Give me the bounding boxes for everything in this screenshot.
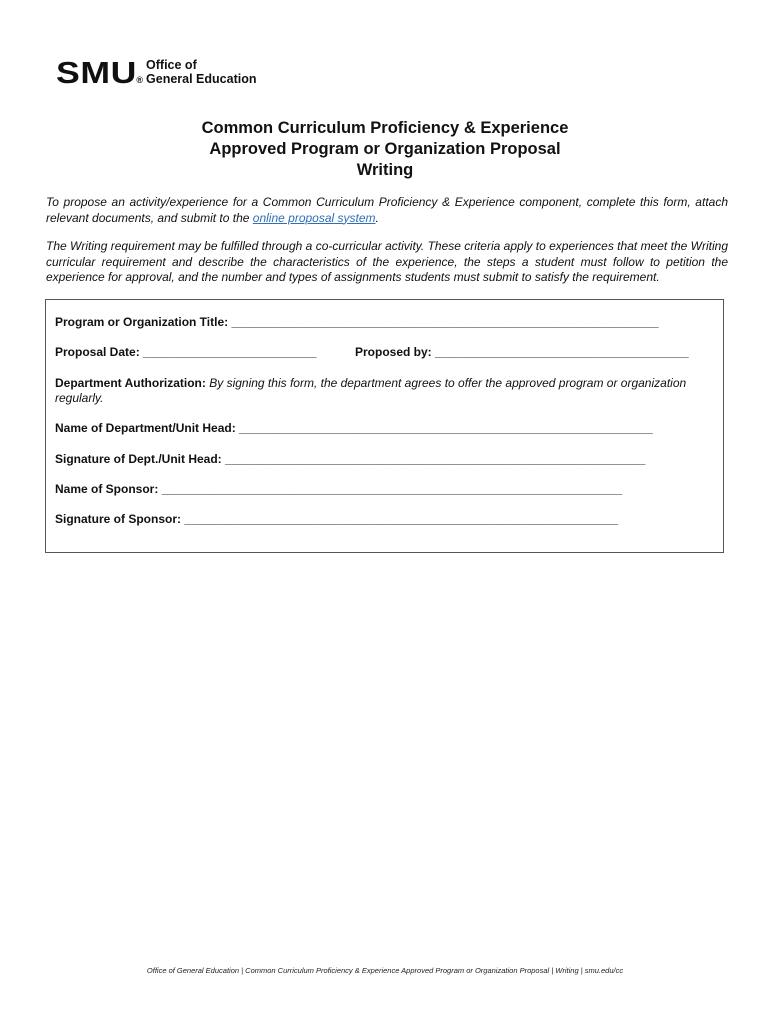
sponsor-signature-line[interactable]: _________________________________________________________________ <box>184 512 619 526</box>
dept-head-name-line[interactable]: ______________________________________________________________ <box>239 421 653 435</box>
dept-head-name-label: Name of Department/Unit Head: <box>55 421 236 435</box>
dept-head-signature-label: Signature of Dept./Unit Head: <box>55 452 222 466</box>
dept-head-signature-field[interactable] <box>55 452 645 467</box>
sponsor-signature-field[interactable] <box>55 512 618 527</box>
proposed-by-field[interactable] <box>355 345 689 360</box>
intro-paragraph-1 <box>46 195 728 226</box>
program-title-line[interactable]: ________________________________________________________________ <box>231 315 659 329</box>
intro-p1-text: To propose an activity/experience for a Common Curriculum Proficiency & Experience component, complete this form, attach relevant documents, and submit to the <box>46 195 728 225</box>
online-proposal-link[interactable]: online proposal system <box>252 210 376 225</box>
program-title-field[interactable] <box>55 315 659 330</box>
proposal-date-line[interactable]: __________________________ <box>143 345 317 359</box>
office-line-2: General Education <box>146 72 257 86</box>
logo-mark: ® <box>136 75 144 85</box>
document-title <box>0 118 770 181</box>
intro-p1-end: . <box>375 210 379 225</box>
sponsor-name-field[interactable] <box>55 482 622 497</box>
dept-auth-label: Department Authorization: <box>55 376 206 390</box>
program-title-label: Program or Organization Title: <box>55 315 229 329</box>
title-line-1: Common Curriculum Proficiency & Experience <box>201 119 569 137</box>
dept-head-name-field[interactable] <box>55 421 653 436</box>
proposed-by-label: Proposed by: <box>355 345 432 359</box>
page-footer: Office of General Education | Common Curriculum Proficiency & Experience Approved Program or Organization Proposal | Writing | smu.edu/cc <box>146 966 624 975</box>
intro-paragraph-2: The Writing requirement may be fulfilled through a co-curricular activity. These criteria apply to experiences that meet the Writing curricular requirement and describe the characteristics of the experience, the steps a student must follow to petition the experience for approval, and the number and types of assignments students must submit to satisfy the requirement. <box>46 239 728 284</box>
office-name <box>146 58 256 86</box>
sponsor-signature-label: Signature of Sponsor: <box>55 512 181 526</box>
proposal-date-label: Proposal Date: <box>55 345 140 359</box>
department-authorization <box>55 376 695 406</box>
logo-text: SMU <box>56 54 137 90</box>
proposed-by-line[interactable]: ______________________________________ <box>435 345 689 359</box>
smu-logo <box>56 56 256 88</box>
title-line-3: Writing <box>356 161 414 179</box>
sponsor-name-line[interactable]: _____________________________________________________________________ <box>161 482 623 496</box>
sponsor-name-label: Name of Sponsor: <box>55 482 159 496</box>
office-line-1: Office of <box>146 58 197 72</box>
title-line-2: Approved Program or Organization Proposal <box>209 140 561 158</box>
proposal-form-box <box>45 299 724 553</box>
dept-auth-text: By signing this form, the department agrees to offer the approved program or organization regularly. <box>55 376 687 405</box>
proposal-date-field[interactable] <box>55 345 317 360</box>
dept-head-signature-line[interactable]: _______________________________________________________________ <box>225 452 646 466</box>
